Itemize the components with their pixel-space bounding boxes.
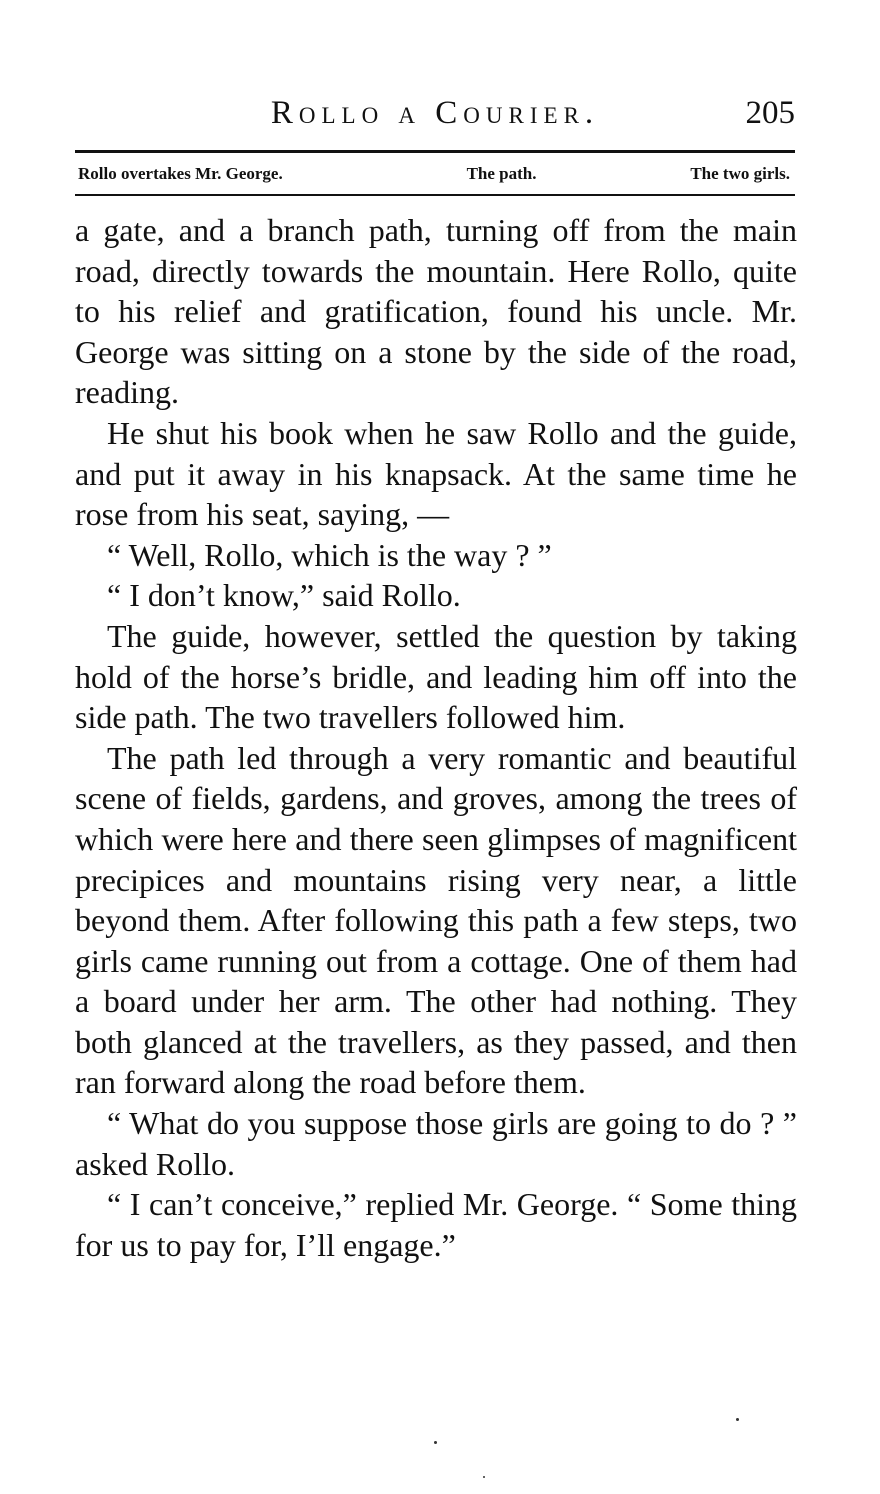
paragraph: “ I can’t conceive,” replied Mr. George. “ Some thing for us to pay for, I’ll engage.” <box>75 1186 797 1263</box>
running-head <box>75 88 795 138</box>
paragraph: a gate, and a branch path, turning off from the main road, directly towards the mountain. Here Rollo, quite to his relief and gratification, found his uncle. Mr. George was sitting on a stone by the side of the road, reading. <box>75 212 797 411</box>
header-rule-top <box>75 150 795 153</box>
paragraph: The path led through a very romantic and beautiful scene of fields, gardens, and groves, among the trees of which were here and there seen glimpses of magnificent precipices and mountains rising very near, a little beyond them. After following this path a few steps, two girls came running out from a cottage. One of them had a board under her arm. The other had nothing. They both glanced at the travellers, as they passed, and then ran forward along the road before them. <box>75 739 797 1101</box>
paragraph: He shut his book when he saw Rollo and the guide, and put it away in his knapsack. At the same time he rose from his seat, saying, — <box>75 414 797 533</box>
paragraph: “ I don’t know,” said Rollo. <box>107 577 461 614</box>
header-rule-bottom <box>75 194 795 196</box>
page-number: 205 <box>745 95 795 131</box>
paragraph: The guide, however, settled the question by taking hold of the horse’s bridle, and leading him off into the side path. The two travellers followed him. <box>75 617 797 736</box>
paragraph: “ Well, Rollo, which is the way ? ” <box>107 536 552 573</box>
topic-line <box>78 158 790 190</box>
print-speck <box>434 1441 437 1444</box>
running-title: Rollo a Courier. <box>270 95 600 131</box>
body-text <box>75 210 797 1265</box>
print-speck <box>483 1476 485 1478</box>
topic-middle: The path. <box>466 164 537 183</box>
topic-right: The two girls. <box>690 164 790 183</box>
topic-left: Rollo overtakes Mr. George. <box>78 164 283 183</box>
paragraph: “ What do you suppose those girls are going to do ? ” asked Rollo. <box>75 1105 797 1182</box>
print-speck <box>736 1418 739 1421</box>
